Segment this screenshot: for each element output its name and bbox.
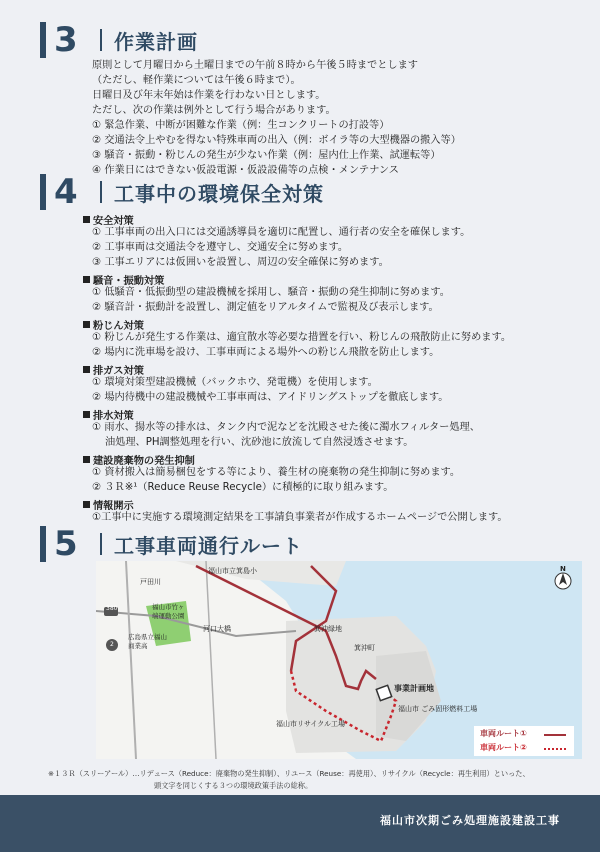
route-badge-label: 2 [110, 641, 114, 648]
sec3-line: 原則として月曜日から土曜日までの午前８時から午後５時までとします [92, 60, 418, 71]
footer-title: 福山市次期ごみ処理施設建設工事 [380, 814, 560, 827]
map-label: 箕沖町 [354, 644, 375, 652]
square-bullet-icon [83, 216, 90, 223]
group-heading-exhaust: 排ガス対策 [83, 362, 144, 377]
square-bullet-icon [83, 501, 90, 508]
square-bullet-icon [83, 366, 90, 373]
group-item: ① 工事車両の出入口には交通誘導員を適切に配置し、通行者の安全を確保します。 [92, 227, 471, 238]
group-heading-safety: 安全対策 [83, 212, 134, 227]
sec3-line: （ただし、軽作業については午後６時まで）。 [92, 75, 301, 86]
section-divider [100, 29, 102, 51]
section-divider [100, 533, 102, 555]
map-label: 福山市 ごみ固形燃料工場 [398, 705, 478, 713]
square-bullet-icon [83, 321, 90, 328]
group-item: ① 資材搬入は簡易梱包をする等により、養生材の廃棄物の発生抑制に努めます。 [92, 467, 461, 478]
sec3-line: ② 交通法令上やむを得ない特殊車両の出入（例：ボイラ等の大型機器の搬入等） [92, 135, 461, 146]
footnote-line2: 頭文字を同じくする３つの環境政策手法の総称。 [154, 781, 313, 790]
section-title: 工事車両通行ルート [114, 533, 303, 558]
group-item: ② ３Ｒ※¹（Reduce Reuse Recycle）に積極的に取り組みます。 [92, 482, 394, 493]
group-heading-waste: 建設廃棄物の発生抑制 [83, 452, 195, 467]
group-item: ② 場内に洗車場を設け、工事車両による場外への粉じん飛散を防止します。 [92, 347, 440, 358]
section-5-header [40, 524, 303, 564]
section-title: 工事中の環境保全対策 [114, 181, 324, 206]
section-bar [40, 22, 46, 58]
map-label: 福山市竹ヶ端運動公園 [152, 603, 185, 620]
route-badge-label: 380 [106, 605, 118, 612]
map-label: 箕沖緑地 [314, 625, 342, 633]
footnote [48, 768, 530, 780]
map-label: 戸田川 [140, 578, 161, 586]
legend-route-1: 車両ルート① [480, 729, 527, 738]
north-label: N [560, 565, 566, 573]
group-item: ①工事中に実施する環境測定結果を工事請負事業者が作成するホームページで公開します。 [92, 512, 508, 523]
footnote-line1: ３Ｒ（スリーアール）…リデュース（Reduce：廃棄物の発生抑制）、リユース（Reuse：再使用）、リサイクル（Recycle：再生利用）といった、 [61, 769, 530, 778]
map-label: 河口大橋 [203, 625, 231, 633]
section-number: 4 [54, 172, 78, 212]
sec3-line: ④ 作業日にはできない仮設電源・仮設設備等の点検・メンテナンス [92, 165, 399, 176]
section-bar [40, 526, 46, 562]
group-item: ② 騒音計・振動計を設置し、測定値をリアルタイムで監視及び表示します。 [92, 302, 439, 313]
group-heading-noise: 騒音・振動対策 [83, 272, 164, 287]
group-heading-disclosure: 情報開示 [83, 497, 134, 512]
square-bullet-icon [83, 276, 90, 283]
footnote-mark: ※１ [48, 769, 62, 778]
section-number: 5 [54, 524, 78, 564]
route-map [96, 561, 582, 759]
legend-route-2-swatch [544, 748, 566, 750]
sec3-line: ① 緊急作業、中断が困難な作業（例：生コンクリートの打設等） [92, 120, 390, 131]
map-label: 福山市リサイクル工場 [276, 720, 346, 728]
group-item: ① 環境対策型建設機械（バックホウ、発電機）を使用します。 [92, 377, 378, 388]
section-3-header [40, 20, 198, 60]
map-label: 広島県立福山商業高 [128, 633, 167, 650]
group-item: ③ 工事エリアには仮囲いを設置し、周辺の安全確保に努めます。 [92, 257, 389, 268]
section-4-header [40, 172, 324, 212]
square-bullet-icon [83, 456, 90, 463]
group-item: ② 場内待機中の建設機械や工事車両は、アイドリングストップを徹底します。 [92, 392, 449, 403]
sec3-line: 日曜日及び年末年始は作業を行わない日とします。 [92, 90, 326, 101]
section-number: 3 [54, 20, 78, 60]
legend-route-2: 車両ルート② [480, 743, 527, 752]
section-divider [100, 181, 102, 203]
map-label: 福山市立箕島小 [208, 567, 257, 575]
section-bar [40, 174, 46, 210]
group-item: ① 雨水、揚水等の排水は、タンク内で泥などを沈殿させた後に濁水フィルター処理、 [92, 422, 480, 433]
group-heading-drainage: 排水対策 [83, 407, 134, 422]
group-item: 油処理、PH調整処理を行い、沈砂池に放流して自然浸透させます。 [92, 437, 414, 448]
legend-route-1-swatch [544, 734, 566, 736]
group-item: ① 粉じんが発生する作業は、適宜散水等必要な措置を行い、粉じんの飛散防止に努めます。 [92, 332, 512, 343]
section-title: 作業計画 [114, 29, 198, 54]
sec3-line: ③ 騒音・振動・粉じんの発生が少ない作業（例：屋内仕上作業、試運転等） [92, 150, 441, 161]
map-legend [474, 726, 574, 756]
square-bullet-icon [83, 411, 90, 418]
map-label-site: 事業計画地 [394, 684, 434, 693]
group-heading-dust: 粉じん対策 [83, 317, 144, 332]
group-item: ② 工事車両は交通法令を遵守し、交通安全に努めます。 [92, 242, 349, 253]
sec3-line: ただし、次の作業は例外として行う場合があります。 [92, 105, 336, 116]
group-item: ① 低騒音・低振動型の建設機械を採用し、騒音・振動の発生抑制に努めます。 [92, 287, 450, 298]
